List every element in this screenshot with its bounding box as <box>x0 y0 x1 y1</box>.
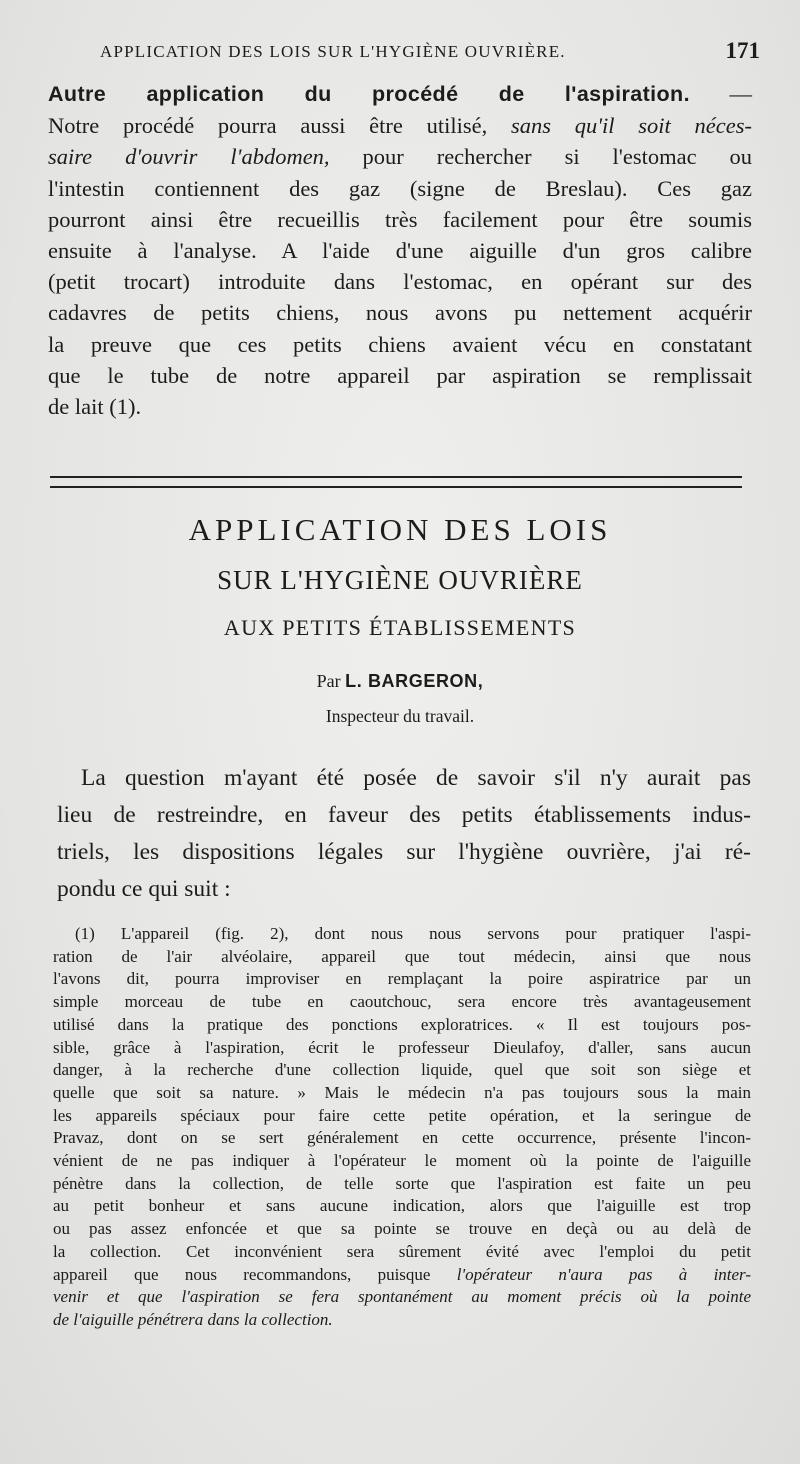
text-line: l'intestin contiennent des gaz (signe de Breslau). Ces gaz <box>48 175 752 201</box>
author-name: L. BARGERON, <box>345 671 484 691</box>
article-body <box>57 760 751 908</box>
footnote-line: les appareils spéciaux pour faire cette petite opération, et la seringue de <box>53 1105 751 1125</box>
running-head <box>100 38 760 68</box>
footnote-line: simple morceau de tube en caoutchouc, sera encore très avantageusement <box>53 992 751 1012</box>
section-heading-line <box>48 78 752 110</box>
footnote-line: quelle que soit sa nature. » Mais le médecin n'a pas toujours sous la main <box>53 1082 751 1102</box>
text-line: cadavres de petits chiens, nous avons pu nettement acquérir <box>48 300 752 326</box>
section-aspiration <box>48 78 752 422</box>
body-line: triels, les dispositions légales sur l'hygiène ouvrière, j'ai ré- <box>57 839 751 865</box>
text-line: de lait (1). <box>48 394 142 420</box>
text-line: ensuite à l'analyse. A l'aide d'une aiguille d'un gros calibre <box>48 238 752 264</box>
footnote-line: appareil que nous recommandons, puisque l'opérateur n'aura pas à inter- <box>53 1264 751 1284</box>
footnote-line: danger, à la recherche d'une collection liquide, quel que soit son siège et <box>53 1060 751 1080</box>
body-line: lieu de restreindre, en faveur des petits établissements indus- <box>57 802 751 828</box>
author-role: Inspecteur du travail. <box>325 706 475 726</box>
article-title-line-3: AUX PETITS ÉTABLISSEMENTS <box>223 615 577 640</box>
text-line: Notre procédé pourra aussi être utilisé, sans qu'il soit néces- <box>48 113 752 139</box>
page-number: 171 <box>725 38 760 63</box>
body-line: La question m'ayant été posée de savoir s'il n'y aurait pas <box>81 765 751 791</box>
footnote-line: venir et que l'aspiration se fera spontanément au moment précis où la pointe <box>53 1287 751 1307</box>
byline <box>0 671 800 692</box>
footnote-line: au petit bonheur et sans aucune indication, alors que l'aiguille est trop <box>53 1196 751 1216</box>
text-line: la preuve que ces petits chiens avaient vécu en constatant <box>48 331 752 357</box>
footnote-line: vénient de ne pas indiquer à l'opérateur le moment où la pointe de l'aiguille <box>53 1151 751 1171</box>
footnote <box>53 923 751 1332</box>
text-line: que le tube de notre appareil par aspiration se remplissait <box>48 362 752 388</box>
footnote-line: pénètre dans la collection, de telle sorte que l'aspiration est faite un peu <box>53 1173 751 1193</box>
footnote-line: sible, grâce à l'aspiration, écrit le professeur Dieulafoy, d'aller, sans aucun <box>53 1037 751 1057</box>
italic-phrase: sans qu'il soit néces- <box>510 113 752 139</box>
footnote-line: Pravaz, dont on se sert généralement en cette occurrence, présente l'incon- <box>53 1128 751 1148</box>
text-line: saire d'ouvrir l'abdomen, pour rechercher si l'estomac ou <box>48 144 753 170</box>
body-line: pondu ce qui suit : <box>57 876 231 902</box>
running-head-title: APPLICATION DES LOIS SUR L'HYGIÈNE OUVRIÈRE. <box>100 42 566 61</box>
italic-phrase: saire d'ouvrir l'abdomen, <box>48 144 330 170</box>
footnote-line: la collection. Cet inconvénient sera sûrement évité avec l'emploi du petit <box>53 1241 751 1261</box>
text-line: (petit trocart) introduite dans l'estomac, en opérant sur des <box>48 269 752 295</box>
article-title-line-2: SUR L'HYGIÈNE OUVRIÈRE <box>217 565 583 595</box>
footnote-line: de l'aiguille pénétrera dans la collection. <box>53 1309 333 1329</box>
text-line: pourront ainsi être recueillis très facilement pour être soumis <box>48 206 752 232</box>
footnote-line: l'avons dit, pourra improviser en remplaçant la poire aspiratrice par un <box>53 969 751 989</box>
heading-dash: — <box>689 81 753 106</box>
footnote-line: ration de l'air alvéolaire, appareil que tout médecin, ainsi que nous <box>53 946 751 966</box>
double-rule-divider <box>50 476 742 488</box>
section-heading: Autre application du procédé de l'aspiration. <box>48 82 690 106</box>
byline-prefix: Par <box>316 671 346 691</box>
italic-phrase: l'opérateur n'aura pas à inter- <box>456 1264 751 1284</box>
footnote-line: ou pas assez enfoncée et que sa pointe se trouve en deçà ou au delà de <box>53 1219 751 1239</box>
footnote-line: utilisé dans la pratique des ponctions exploratrices. « Il est toujours pos- <box>53 1014 751 1034</box>
article-title-line-1: APPLICATION DES LOIS <box>188 512 612 547</box>
footnote-line: (1) L'appareil (fig. 2), dont nous nous servons pour pratiquer l'aspi- <box>75 924 751 943</box>
